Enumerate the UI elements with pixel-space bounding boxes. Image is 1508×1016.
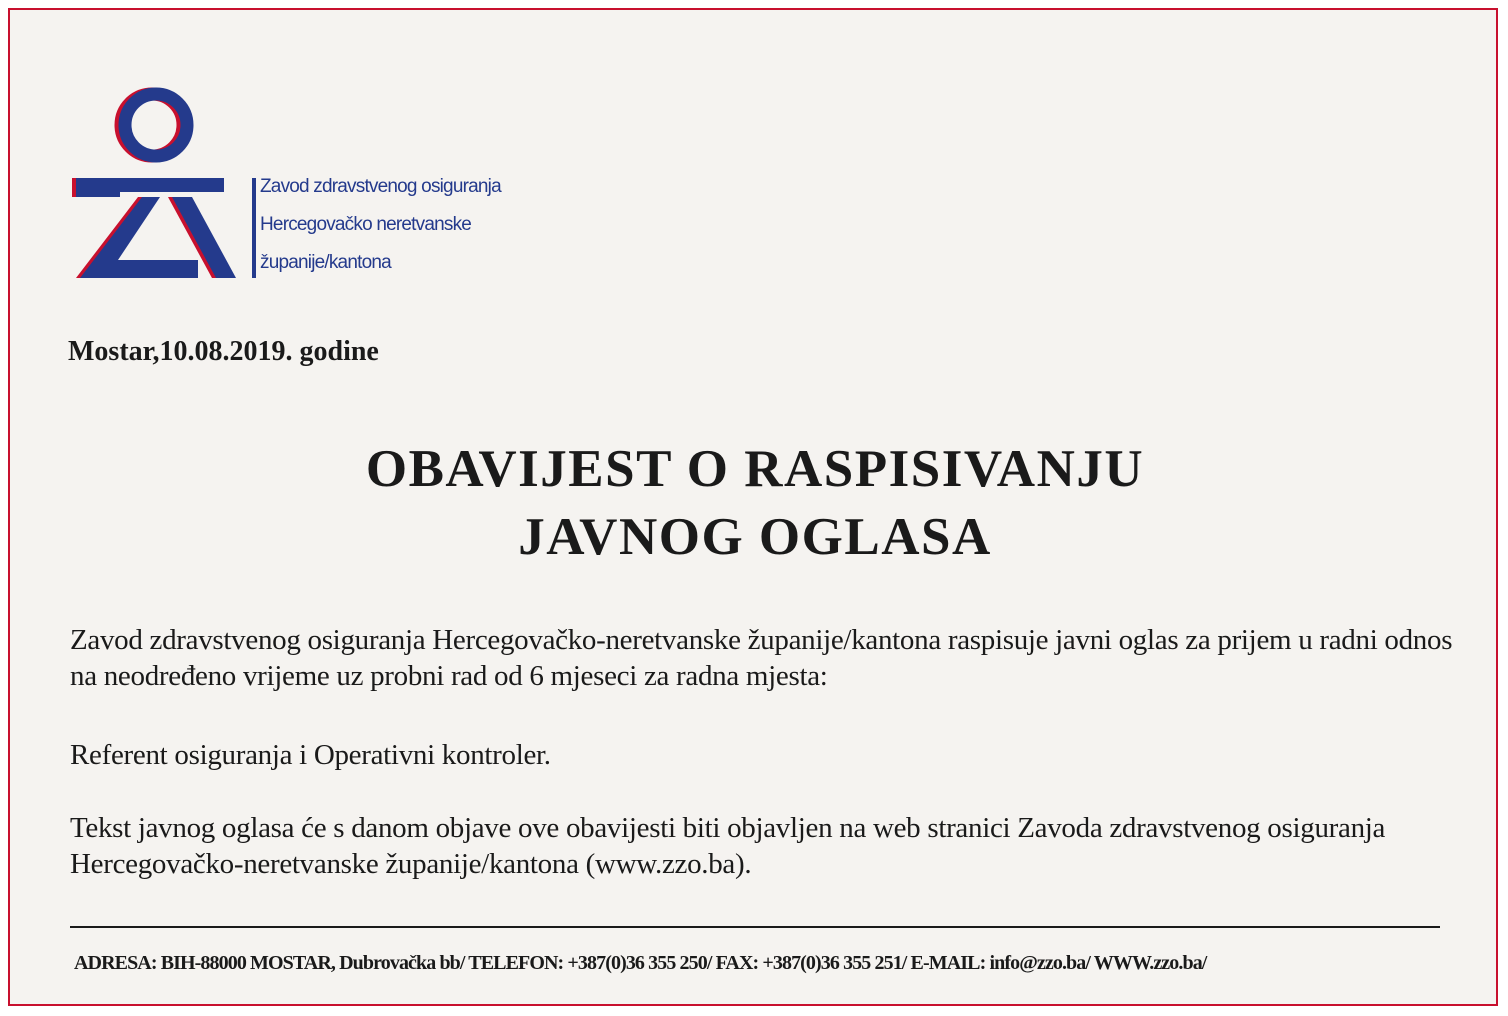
logo-text [260, 168, 501, 282]
footer-address: ADRESA: BIH-88000 MOSTAR, Dubrovačka bb/ TELEFON: +387(0)36 355 250/ FAX: +387(0)36 355 251/ E-MAIL: info@zzo.ba/ WWW.zzo.ba/ [74, 952, 1207, 974]
notice-page [8, 8, 1498, 1006]
title-line-2: JAVNOG OGLASA [518, 508, 992, 566]
body-paragraph-intro: Zavod zdravstvenog osiguranja Hercegovačko-neretvanske županije/kantona raspisuje javni oglas za prijem u radni odnos na neodređeno vrijeme uz probni rad od 6 mjeseci za radna mjesta: [70, 624, 1453, 692]
footer-divider [70, 926, 1440, 928]
logo-line: Hercegovačko neretvanske [260, 214, 472, 235]
notice-title [10, 435, 1498, 571]
logo-line: Zavod zdravstvenog osiguranja [260, 176, 501, 197]
body-paragraph-positions: Referent osiguranja i Operativni kontroler. [70, 739, 551, 771]
body-paragraph-website: Tekst javnog oglasa će s danom objave ove obavijesti biti objavljen na web stranici Zavoda zdravstvenog osiguranja Hercegovačko-neretvanske županije/kantona (www.zzo.ba). [70, 812, 1386, 880]
notice-date: Mostar,10.08.2019. godine [68, 336, 379, 367]
logo-line: županije/kantona [260, 252, 391, 273]
zzo-logo-icon [62, 82, 272, 282]
title-line-1: OBAVIJEST O RASPISIVANJU [365, 440, 1145, 498]
